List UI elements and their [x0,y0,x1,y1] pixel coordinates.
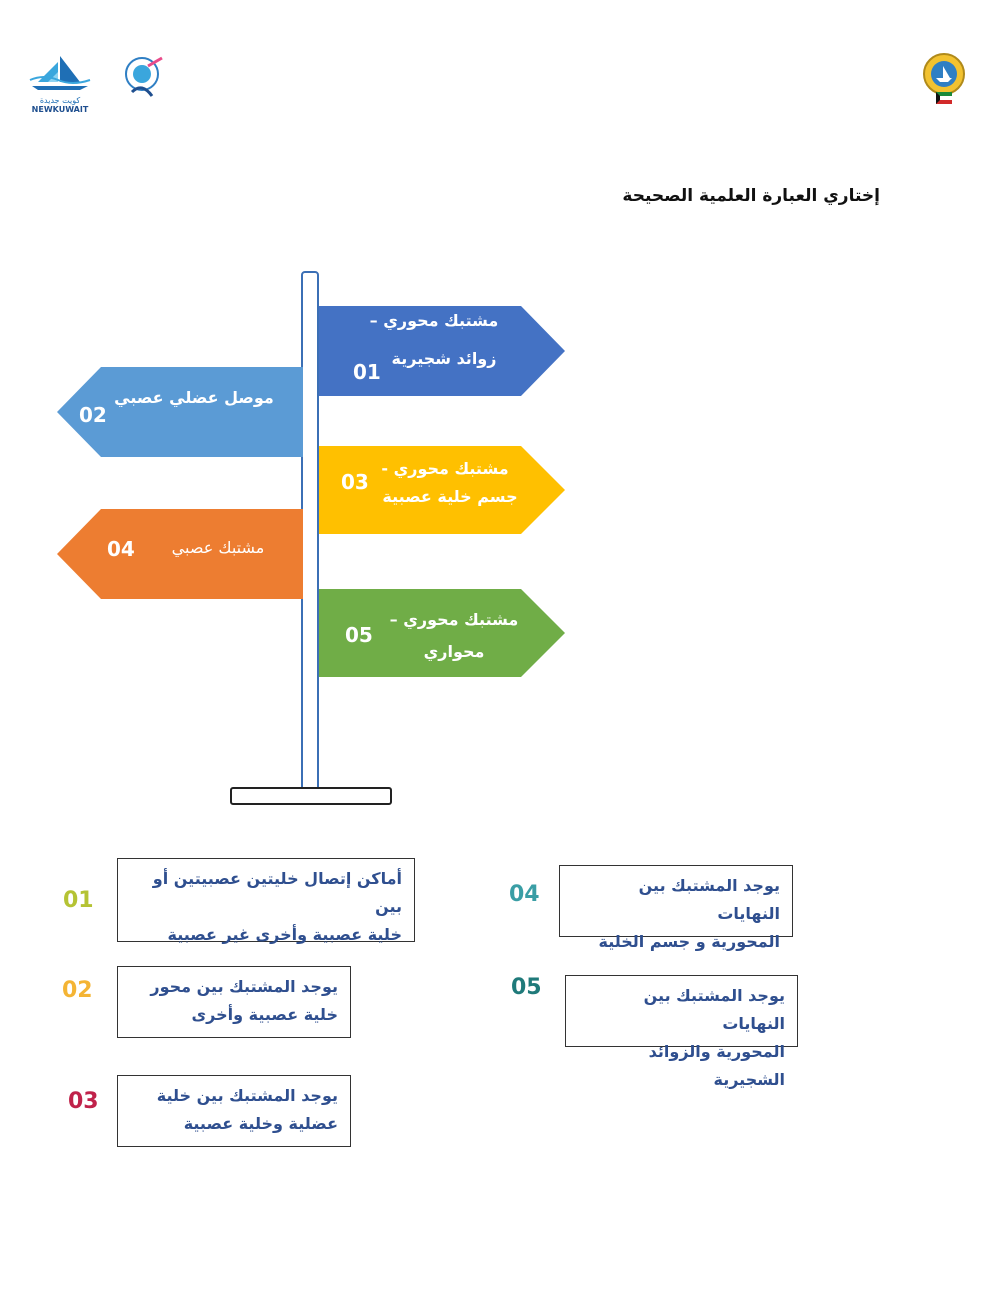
sign-04 [57,509,303,599]
answer-03-line2: عضلية وخلية عصبية [183,1114,338,1133]
answer-01-line2: خلية عصبية وأخرى غير عصبية [167,925,402,944]
sign-05-line2: محواري [423,642,485,661]
answer-01-number: 01 [63,888,94,913]
newkuwait-logo [28,52,92,114]
answer-05-line2: المحورية والزوائد الشجيرية [648,1042,785,1089]
answer-01-box[interactable] [117,858,415,942]
answer-03-line1: يوجد المشتبك بين خلية [156,1086,338,1105]
sign-02 [57,367,303,457]
signpost-base [230,787,392,805]
answer-04-line1: يوجد المشتبك بين النهايات [638,876,780,923]
answer-05-line1: يوجد المشتبك بين النهايات [643,986,785,1033]
sign-01-line2: زوائد شجيرية [391,349,497,368]
sign-04-number: 04 [107,537,135,561]
answer-02-number: 02 [62,978,93,1003]
answer-01-line1: أماكن إتصال خليتين عصبيتين أو بين [152,869,402,916]
answer-02-line1: يوجد المشتبك بين محور [150,977,338,996]
signpost-pole [301,271,319,791]
sign-03 [319,446,565,534]
sign-01-line1: مشتبك محوري – [369,311,499,330]
sign-04-line1: مشتبك عصبي [171,538,265,557]
answer-05-number: 05 [511,975,542,1000]
sign-05-line1: مشتبك محوري – [389,610,519,629]
sign-03-line2: جسم خلية عصبية [382,487,518,506]
sign-02-line1: موصل عضلي عصبي [114,388,274,407]
sign-01 [319,306,565,396]
kuwait-emblem [922,48,966,110]
sign-01-number: 01 [353,360,381,384]
answer-04-box[interactable] [559,865,793,951]
partner-logo [118,52,178,102]
answer-04-number: 04 [509,882,540,907]
answer-03-number: 03 [68,1089,99,1114]
page-title: إختاري العبارة العلمية الصحيحة [622,186,880,206]
sign-03-number: 03 [341,470,369,494]
sign-05 [319,589,565,677]
answer-05-box[interactable] [565,975,798,1089]
sign-02-number: 02 [79,403,107,427]
sign-03-line1: مشتبك محوري - [381,459,509,478]
answer-02-line2: خلية عصبية وأخرى [191,1005,338,1024]
answer-03-box[interactable] [117,1075,351,1147]
sign-05-number: 05 [345,623,373,647]
answer-02-box[interactable] [117,966,351,1038]
answer-04-line2: المحورية و جسم الخلية [598,932,780,951]
newkuwait-arabic: كويت جديدة [39,96,81,105]
newkuwait-text: NEWKUWAIT [31,105,89,114]
